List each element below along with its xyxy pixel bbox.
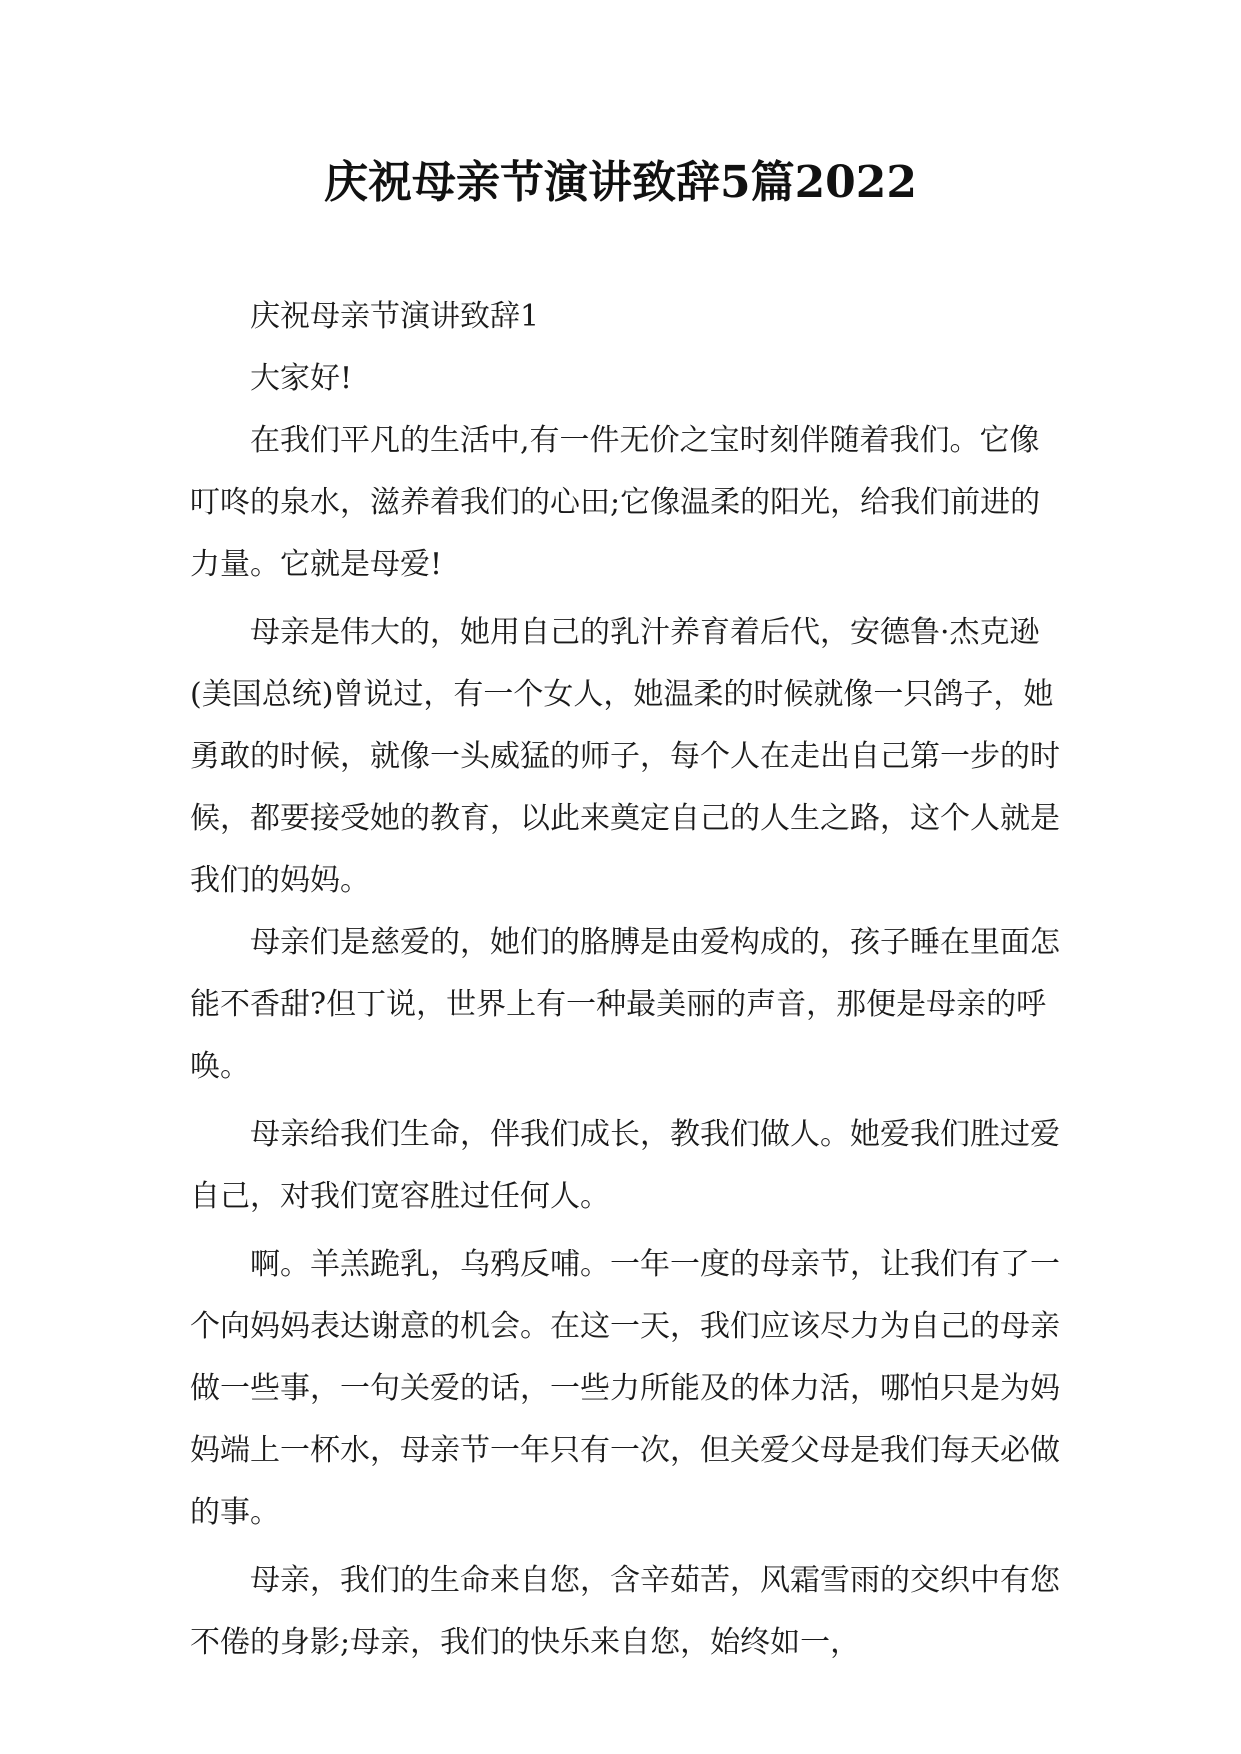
document-body bbox=[190, 286, 1060, 1674]
paragraph: 母亲们是慈爱的，她们的胳膊是由爱构成的，孩子睡在里面怎能不香甜?但丁说，世界上有一种最美丽的声音，那便是母亲的呼唤。 bbox=[190, 925, 1060, 1084]
paragraph: 在我们平凡的生活中,有一件无价之宝时刻伴随着我们。它像叮咚的泉水，滋养着我们的心田;它像温柔的阳光，给我们前进的力量。它就是母爱! bbox=[190, 423, 1041, 582]
document-title: 庆祝母亲节演讲致辞5篇2022 bbox=[323, 157, 918, 208]
paragraph: 母亲，我们的生命来自您，含辛茹苦，风霜雪雨的交织中有您不倦的身影;母亲，我们的快乐来自您，始终如一， bbox=[190, 1563, 1060, 1660]
greeting: 大家好! bbox=[250, 361, 353, 396]
paragraph: 啊。羊羔跪乳，乌鸦反哺。一年一度的母亲节，让我们有了一个向妈妈表达谢意的机会。在这一天，我们应该尽力为自己的母亲做一些事，一句关爱的话，一些力所能及的体力活，哪怕只是为妈妈端上一杯水，母亲节一年只有一次，但关爱父母是我们每天必做的事。 bbox=[190, 1247, 1060, 1530]
section-heading: 庆祝母亲节演讲致辞1 bbox=[250, 299, 540, 334]
paragraph: 母亲给我们生命，伴我们成长，教我们做人。她爱我们胜过爱自己，对我们宽容胜过任何人。 bbox=[190, 1117, 1060, 1214]
paragraph: 母亲是伟大的，她用自己的乳汁养育着后代，安德鲁·杰克逊(美国总统)曾说过，有一个女人，她温柔的时候就像一只鸽子，她勇敢的时候，就像一头威猛的师子，每个人在走出自己第一步的时候，都要接受她的教育，以此来奠定自己的人生之路，这个人就是我们的妈妈。 bbox=[190, 615, 1060, 898]
